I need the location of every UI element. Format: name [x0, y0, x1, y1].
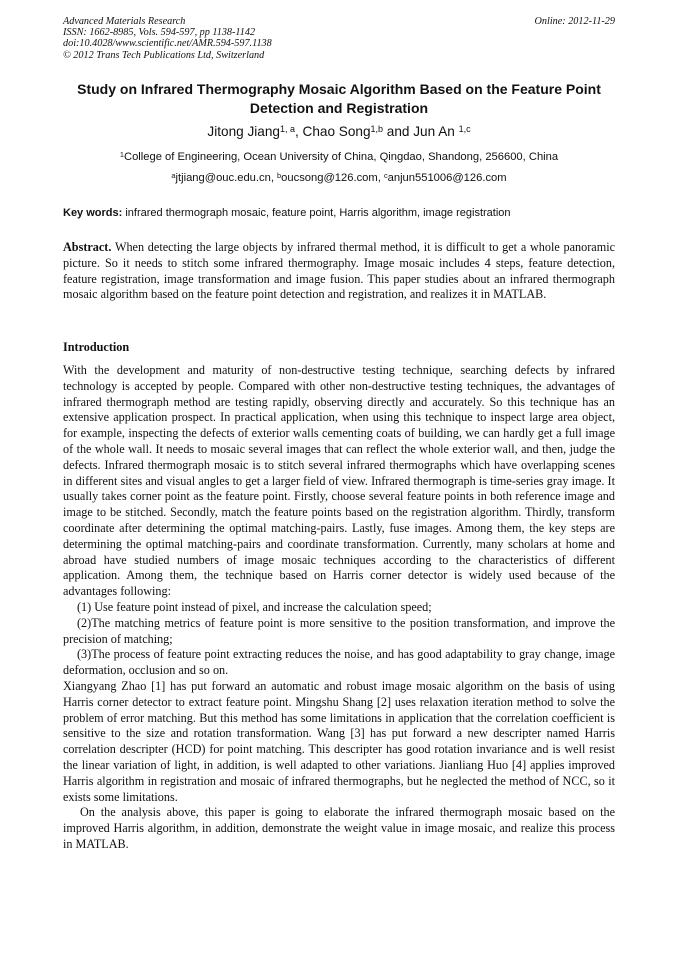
paragraph: On the analysis above, this paper is going to elaborate the infrared thermograph mosaic based on the improved Harris algorithm, in addition, demonstrate the weight value in image mosaic, and realize this process in MATLAB.: [63, 805, 615, 851]
journal-header: [63, 16, 615, 61]
email-a: jtjiang@ouc.edu.cn,: [175, 172, 278, 184]
author-1-affil: 1, a: [279, 123, 295, 134]
copyright-line: © 2012 Trans Tech Publications Ltd, Switzerland: [63, 49, 265, 61]
email-c: anjun551006@126.com: [387, 172, 507, 184]
author-list: [60, 123, 618, 141]
author-2-affil: 1,b: [370, 123, 384, 134]
keywords-label: Key words:: [63, 207, 123, 219]
author-separator: and: [383, 124, 414, 139]
paragraph: Xiangyang Zhao [1] has put forward an automatic and robust image mosaic algorithm on the basis of using Harris corner detector to extract feature point. Mingshu Shang [2] uses relaxation iteration method to solve the problem of error matching. But this method has some limitations in application that the correlation coefficient is sensitive to the size and rotation transformation. Wang [3] has put forward a new descripter named Harris correlation descripter (HCD) for point matching. This descripter has good rotation invariance and is well resist the linear variation of light, in addition, is well adapted to other variations. Jianliang Huo [4] applies improved Harris algorithm in registration and mosaic of infrared thermographs, but he neglected the method of NCC, so it exists some limitations.: [63, 678, 615, 804]
author-2-name: Chao Song: [302, 124, 371, 139]
online-date: Online: 2012-11-29: [534, 16, 615, 27]
section-heading-introduction: Introduction: [63, 340, 130, 354]
issn-line: ISSN: 1662-8985, Vols. 594-597, pp 1138-1142: [63, 27, 256, 39]
abstract-label: Abstract.: [63, 240, 112, 254]
abstract: [63, 240, 615, 303]
list-item: (2)The matching metrics of feature point is more sensitive to the position transformation, and improve the precision of matching;: [63, 615, 615, 646]
list-item: (3)The process of feature point extracting reduces the noise, and has good adaptability to gray change, image deformation, occlusion and so on.: [63, 647, 615, 678]
list-item: (1) Use feature point instead of pixel, and increase the calculation speed;: [77, 599, 432, 614]
email-b: oucsong@126.com,: [281, 172, 384, 184]
abstract-text: When detecting the large objects by infrared thermal method, it is difficult to get a whole panoramic picture. So it needs to stitch some infrared thermography. Image mosaic includes 4 steps, feature detection, feature registration, image transformation and image fusion. This paper studies about an infrared thermograph mosaic algorithm based on the feature point detection and registration, and realizes it in MATLAB.: [63, 240, 615, 302]
affiliation-text: College of Engineering, Ocean University of China, Qingdao, Shandong, 256600, China: [123, 151, 559, 163]
author-1-name: Jitong Jiang: [207, 124, 280, 139]
email-marker-c: c: [383, 170, 388, 180]
author-separator: ,: [294, 124, 303, 139]
email-marker-b: b: [277, 170, 282, 180]
paragraph: With the development and maturity of non-destructive testing technique, searching defects by infrared technology is accepted by people. Compared with other non-destructive testing techniques, the advantages of infrared thermograph method are testing rapidly, observing directly and accurately. So this technique has an extensive application prospect. In practical application, when using this technique to inspect large area object, for example, inspecting the defects of exterior walls cementing coats of building, we can hardly get a full image of the whole wall. It needs to mosaic several images that can reflect the whole exterior wall, and then, judge the defects. Infrared thermograph mosaic is to stitch several infrared thermographs which have overlapping scenes in different sites and visual angles to get a larger field of view. Infrared thermograph is time-series gray image. It usually takes corner point as the feature point. Firstly, choose several feature points in both reference image and image to be stitched. Secondly, match the feature points based on the registration algorithm. Thirdly, transform coordinate after determining the optimal matching-pairs. Lastly, fuse images. Among them, the key steps are determining the optimal matching-pairs and coordinate transformation. Currently, many scholars at home and abroad have studied numbers of image mosaic techniques according to the characteristics of different application. Among them, the technique based on Harris corner detector is widely used because of the advantages following:: [63, 363, 615, 599]
affiliation-marker: 1: [119, 149, 124, 159]
paper-title: Study on Infrared Thermography Mosaic Algorithm Based on the Feature Point Detection and Registration: [77, 81, 601, 116]
email-marker-a: a: [171, 170, 176, 180]
author-emails: [60, 171, 618, 185]
introduction-body: [63, 363, 615, 853]
keywords-text: infrared thermograph mosaic, feature point, Harris algorithm, image registration: [122, 207, 511, 219]
author-3-name: Jun An: [413, 124, 459, 139]
author-3-affil: 1,c: [458, 123, 471, 134]
affiliation: [60, 150, 618, 164]
journal-name: Advanced Materials Research: [63, 16, 186, 27]
doi-line: doi:10.4028/www.scientific.net/AMR.594-597.1138: [63, 38, 272, 50]
keywords: [63, 206, 615, 220]
